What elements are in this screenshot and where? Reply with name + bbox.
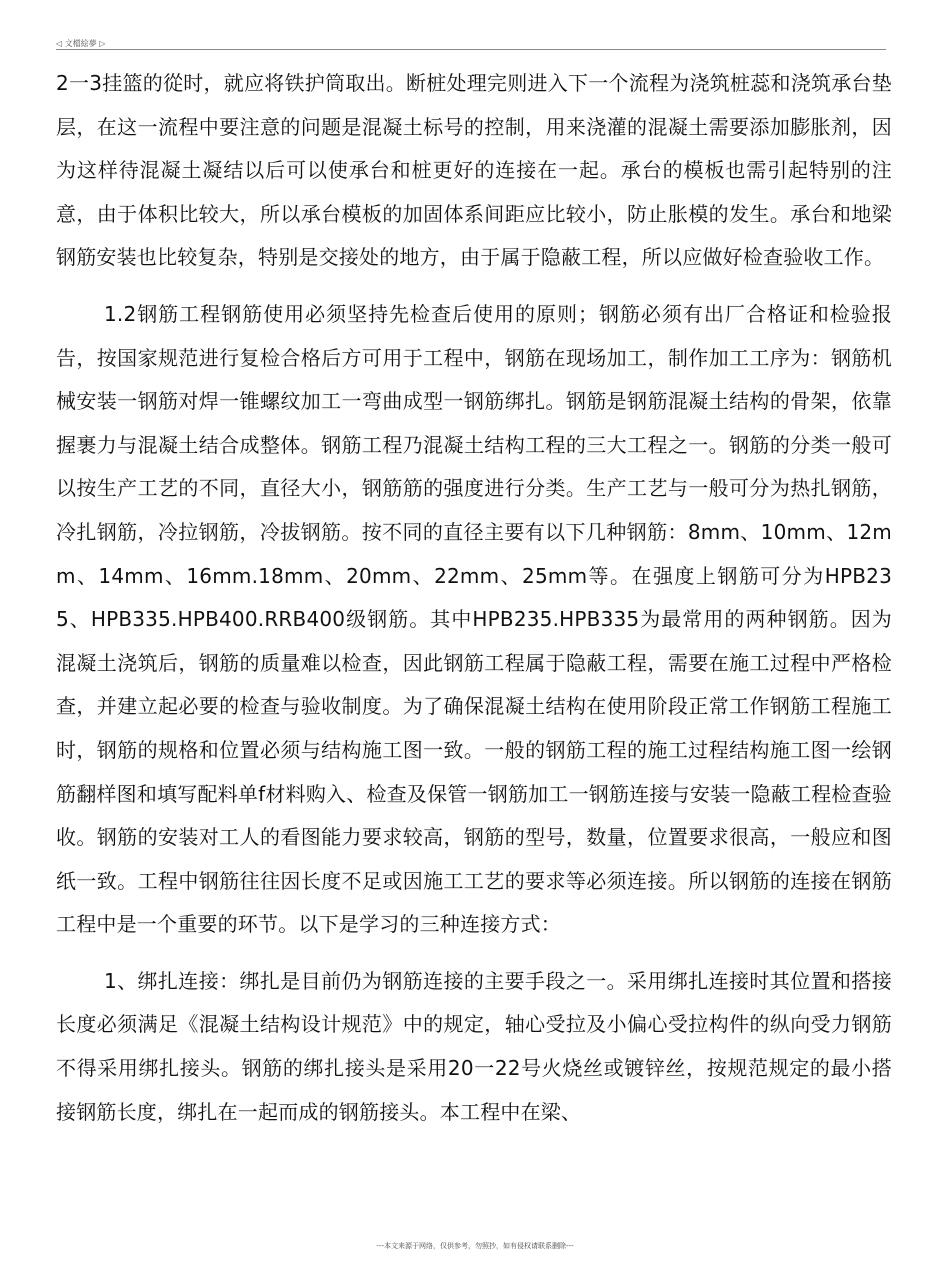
paragraph-gap bbox=[56, 947, 892, 960]
page-header: ◁ 文檔絵夢 ▷ bbox=[56, 39, 106, 48]
paragraph-gap bbox=[56, 280, 892, 293]
page-footer: ---本文来源于网络，仅供参考，勿照抄，如有侵权请联系删除--- bbox=[376, 1242, 574, 1250]
document-body bbox=[56, 62, 892, 1134]
paragraph-binding-connection: 1、绑扎连接：绑扎是目前仍为钢筋连接的主要手段之一。采用绑扎连接时其位置和搭接长度必须满足《混凝土结构设计规范》中的规定，轴心受拉及小偏心受拉构件的纵向受力钢筋不得采用绑扎接头。钢筋的绑扎接头是采用20一22号火烧丝或镀锌丝，按规范规定的最小搭接钢筋长度，绑扎在一起而成的钢筋接头。本工程中在梁、 bbox=[56, 968, 892, 1124]
paragraph-pile-cap: 2一3挂篮的從时，就应将铁护筒取出。断桩处理完则进入下一个流程为浇筑桩蕊和浇筑承台垫层，在这一流程中要注意的问题是混凝土标号的控制，用来浇灌的混凝土需要添加膨胀剂，因为这样待混凝土凝结以后可以使承台和桩更好的连接在一起。承台的模板也需引起特别的注意，由于体积比较大，所以承台模板的加固体系间距应比较小，防止胀模的发生。承台和地梁钢筋安装也比较复杂，特别是交接处的地方，由于属于隐蔽工程，所以应做好检查验收工作。 bbox=[56, 71, 892, 270]
header-divider bbox=[56, 49, 886, 50]
paragraph-rebar-engineering: 1.2钢筋工程钢筋使用必须坚持先检查后使用的原则；钢筋必须有出厂合格证和检验报告，按国家规范进行复检合格后方可用于工程中，钢筋在现场加工，制作加工工序为：钢筋机械安装一钢筋对焊一锥螺纹加工一弯曲成型一钢筋绑扎。钢筋是钢筋混凝土结构的骨架，依靠握裹力与混凝土结合成整体。钢筋工程乃混凝土结构工程的三大工程之一。钢筋的分类一般可以按生产工艺的不同，直径大小，钢筋筋的强度进行分类。生产工艺与一般可分为热扎钢筋，冷扎钢筋，冷拉钢筋，冷拔钢筋。按不同的直径主要有以下几种钢筋：8mm、10mm、12mm、14mm、16mm.18mm、20mm、22mm、25mm等。在强度上钢筋可分为HPB235、HPB335.HPB400.RRB400级钢筋。其中HPB235.HPB335为最常用的两种钢筋。因为混凝土浇筑后，钢筋的质量难以检查，因此钢筋工程属于隐蔽工程，需要在施工过程中严格检查，并建立起必要的检查与验收制度。为了确保混凝土结构在使用阶段正常工作钢筋工程施工时，钢筋的规格和位置必须与结构施工图一致。一般的钢筋工程的施工过程结构施工图一绘钢筋翻样图和填写配料单f材料购入、检查及保管一钢筋加工一钢筋连接与安装一隐蔽工程检查验收。钢筋的安装对工人的看图能力要求较高，钢筋的型号，数量，位置要求很高，一般应和图纸一致。工程中钢筋往往因长度不足或因施工工艺的要求等必须连接。所以钢筋的连接在钢筋工程中是一个重要的环节。以下是学习的三种连接方式： bbox=[56, 301, 892, 937]
